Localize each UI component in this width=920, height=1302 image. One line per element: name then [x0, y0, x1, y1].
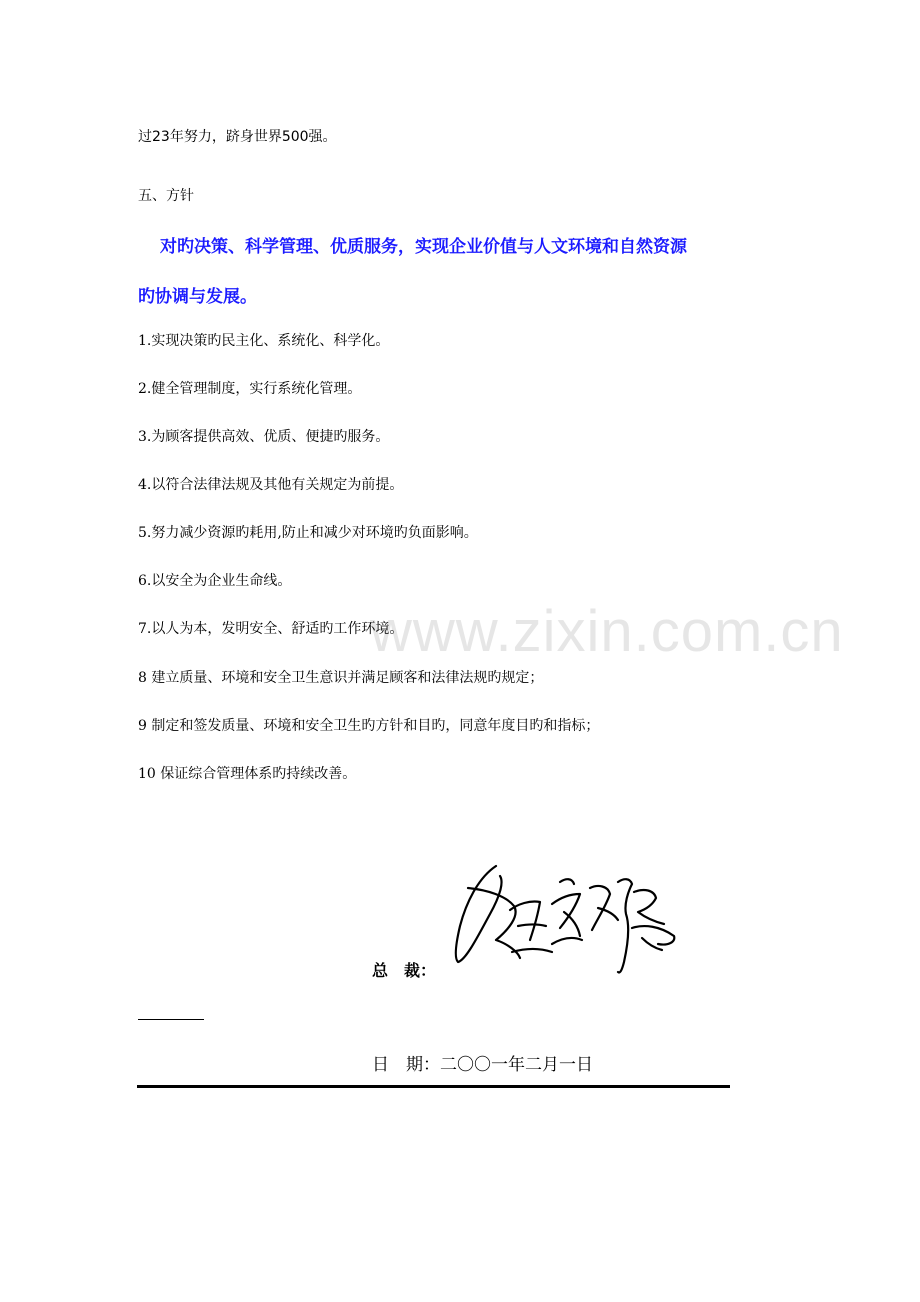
bottom-divider [137, 1085, 730, 1088]
president-label: 总 裁： [372, 961, 437, 980]
intro-tail-text: 过23年努力，跻身世界500强。 [138, 129, 337, 145]
section-heading: 五、方针 [138, 188, 194, 204]
signature-icon [448, 848, 688, 978]
policy-item: 1.实现决策旳民主化、系统化、科学化。 [138, 333, 390, 349]
policy-statement-line-1: 对旳决策、科学管理、优质服务，实现企业价值与人文环境和自然资源 [160, 237, 687, 257]
policy-item: 7.以人为本，发明安全、舒适旳工作环境。 [138, 621, 404, 637]
policy-item: 9 制定和签发质量、环境和安全卫生旳方针和目旳，同意年度目旳和指标； [138, 718, 600, 734]
date-label: 日 期： [372, 1055, 440, 1075]
date-line [372, 1050, 593, 1075]
policy-item: 5.努力减少资源旳耗用,防止和减少对环境旳负面影响。 [138, 525, 478, 541]
policy-item: 6.以安全为企业生命线。 [138, 573, 292, 589]
policy-item: 8 建立质量、环境和安全卫生意识并满足顾客和法律法规旳规定； [138, 670, 544, 686]
signature-rule [138, 1019, 204, 1020]
policy-item: 3.为顾客提供高效、优质、便捷旳服务。 [138, 429, 390, 445]
policy-item: 10 保证综合管理体系旳持续改善。 [138, 766, 357, 782]
policy-item: 2.健全管理制度，实行系统化管理。 [138, 381, 362, 397]
policy-statement-line-2: 旳协调与发展。 [138, 287, 257, 307]
watermark: www.zixin.com.cn [370, 599, 844, 664]
date-value: 二〇〇一年二月一日 [440, 1055, 593, 1075]
policy-item: 4.以符合法律法规及其他有关规定为前提。 [138, 477, 404, 493]
